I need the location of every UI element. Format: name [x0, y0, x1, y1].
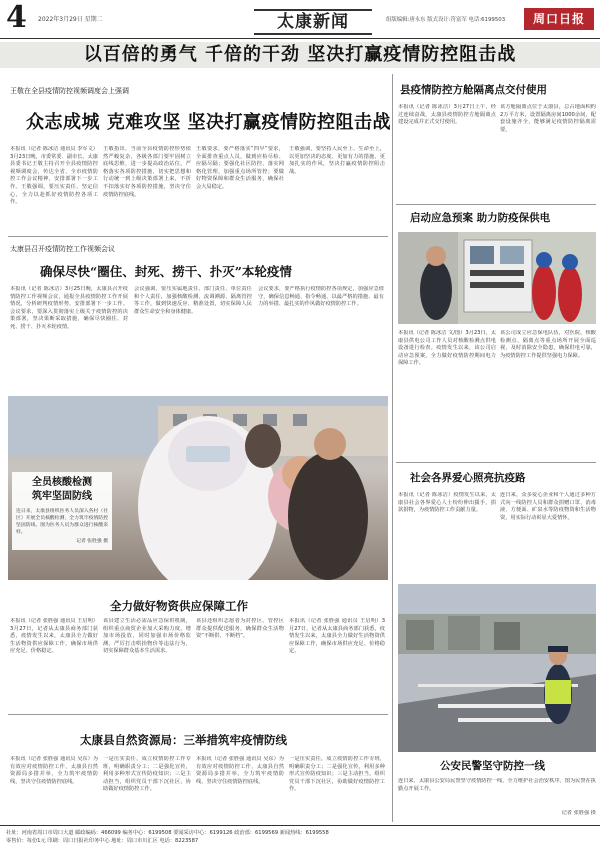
article3-col3: 该县还组织志愿者为封控区、管控区群众提供配送服务，确保群众生活物资“不断供、不断档”。 [196, 618, 284, 640]
page-number: 4 [6, 0, 27, 35]
issue-date: 2022年3月29日 星期二 [38, 16, 103, 23]
article1-col4: 王敬强调，要坚持人民至上、生命至上，以更加坚决的态度、更加有力的措施、更加扎实的作风，坚决打赢疫情防控阻击战。 [289, 146, 385, 175]
photo1-caption-title-1: 全员核酸检测 [32, 477, 92, 488]
article5-col2: 该方舱隔离点位于太康县，总占地面积约2万平方米，设置隔离房间1000余间，配套设施齐全，能够满足疫情防控隔离需要。 [500, 104, 596, 133]
article3-col1: 本报讯（记者 张胜强 通讯员 王启明）3月27日，记者从太康县商务部门获悉，疫情发生以来，太康县全力做好生活物资供应保障工作，确保市场供应充足、价格稳定。 [10, 618, 98, 655]
article4-col3: 本报讯（记者 张胜强 通讯员 吴东）为有效应对疫情防控工作，太康县自然资源局多措并举，全力筑牢疫情防线，坚决守住疫情防控底线。 [196, 756, 284, 785]
power-supply-photo [398, 232, 596, 324]
article7-col2: 连日来，众多爱心企业和个人通过多种方式向一线防控人员和群众捐赠口罩、消毒液、方便面、矿泉水等防疫物资和生活物资，用实际行动彰显大爱情怀。 [500, 492, 596, 521]
article1-title: 众志成城 克难攻坚 坚决打赢疫情防控阻击战 [26, 112, 392, 133]
article5-rule [396, 204, 596, 205]
article2-kicker: 太康县召开疫情防控工作视频会议 [10, 245, 115, 253]
nucleic-test-photo [8, 396, 388, 580]
article2-col2: 会议强调，要压实属地责任、部门责任、单位责任和个人责任，加强核酸检测、流调溯源、隔离管控等工作，做到快速反应、精准处置，切实保障人民群众生命安全和身体健康。 [134, 286, 252, 315]
main-headline: 以百倍的勇气 千倍的干劲 坚决打赢疫情防控阻击战 [0, 42, 600, 68]
article6-title: 启动应急预案 助力防疫保供电 [410, 212, 551, 224]
article2-col3: 会议要求，要严格执行疫情防控各项规定，加强应急值守，确保信息畅通、指令畅通，以最严格的措施、最有力的举措、最扎实的作风做好疫情防控工作。 [258, 286, 384, 308]
column-divider [392, 74, 393, 822]
article6-col1: 本报讯（记者 陈冰洁 文/图）3月23日，太康县供电公司工作人员对核酸检测点供电设备进行检查。疫情发生以来，该公司启动应急预案，全力做好疫情防控期间电力保障工作。 [398, 330, 496, 367]
editor-info: 组版编辑:唐永东 版式设计:符富军 电话:6199503 [386, 17, 506, 23]
article4-col1: 本报讯（记者 张胜强 通讯员 吴东）为有效应对疫情防控工作，太康县自然资源局多措并举，全力筑牢疫情防线，坚决守住疫情防控底线。 [10, 756, 98, 785]
police-illustration [398, 584, 596, 752]
article5-col1: 本报讯（记者 陈冰洁）3月27日上午，经过连续奋战，太康县疫情防控方舱隔离点建设完成并正式交付使用。 [398, 104, 496, 126]
article5-title: 县疫情防控方舱隔离点交付使用 [400, 84, 547, 96]
photo3-caption-text: 连日来，太康县公安局民警坚守疫情防控一线，全力维护社会治安秩序。图为民警在执勤点开展工作。 [398, 778, 596, 792]
section-title: 太康新闻 [254, 9, 372, 35]
article1-col2: 王敬指出，当前全县疫情防控形势依然严峻复杂，各级各部门要牢固树立底线思维，进一步提高政治站位，严格落实各项防控措施，切实把思想和行动统一到上级决策部署上来，不折不扣落实好各项防控措施，坚决守住疫情防控底线。 [103, 146, 191, 198]
article6-col2: 该公司成立应急保电队伍，对医院、核酸检测点、隔离点等重点场所开展全面巡视，及时消除安全隐患，确保供电可靠，为疫情防控工作提供坚强电力保障。 [500, 330, 596, 359]
article1-col3: 王敬要求，要严格落实“四早”要求，全面排查重点人员，做到应检尽检、应隔尽隔；要强化社区防控，落实网格化管理，加强重点场所管控；要做好物资保障和群众生活服务，确保社会大局稳定。 [196, 146, 284, 190]
photo1-credit: 记者 张胜强 摄 [76, 539, 108, 544]
photo3-title: 公安民警坚守防控一线 [440, 760, 545, 772]
article3-rule [8, 714, 388, 715]
masthead-rule [0, 38, 600, 39]
article7-title: 社会各界爱心照亮抗疫路 [410, 472, 526, 484]
article4-title: 太康县自然资源局：三举措筑牢疫情防线 [80, 733, 287, 747]
power-supply-illustration [398, 232, 596, 324]
photo1-caption-box [12, 472, 112, 550]
article2-title: 确保尽快“圈住、封死、捞干、扑灭”本轮疫情 [40, 264, 292, 279]
article6-rule [396, 462, 596, 463]
article4-col2: 一是压实责任，成立疫情防控工作专班，明确职责分工；二是强化宣传，利用多种形式宣传防疫知识；三是主动担当，组织党员干部下沉社区，协助做好疫情防控工作。 [103, 756, 191, 793]
masthead [0, 0, 600, 40]
article7-col1: 本报讯（记者 陈冰洁）疫情发生以来，太康县社会各界爱心人士纷纷伸出援手，捐款捐物，为疫情防控工作贡献力量。 [398, 492, 496, 514]
article1-col1: 本报讯（记者 陈冰洁 通讯员 李军文）3月23日晚，市委常委、副市长、太康县委书记王敬主持召开全县疫情防控视频调度会，传达全省、全市疫情防控工作会议精神，安排部署下一步工作。王敬强调，要压实责任，坚定信心，全力以赴抓好疫情防控各项工作。 [10, 146, 98, 206]
footer-line-1: 社址：河南省周口市周口大道 邮政编码：466099 编务中心：6199508 要闻采访中心：6199126 政治部：6199569 新闻热线：6199558 [6, 830, 329, 836]
article3-col2: 该县建立生活必需品应急保供机制，组织重点商贸企业加大采购力度，增加市场投放，同时加强市场价格监测，严厉打击哄抬物价等违法行为，切实保障群众基本生活需求。 [103, 618, 191, 655]
article2-col1: 本报讯（记者 陈冰洁）3月25日晚，太康县召开疫情防控工作视频会议，通报全县疫情防控工作开展情况，分析研判疫情形势，安排部署下一步工作。会议要求，要深入贯彻落实上级关于疫情防控的决策部署，坚决果断采取措施，确保尽快圈住、封死、捞干、扑灭本轮疫情。 [10, 286, 128, 330]
article1-kicker: 王敬在全县疫情防控视频调度会上强调 [10, 87, 129, 95]
photo3-credit: 记者 张胜强 摄 [561, 810, 596, 816]
article4-col4: 一是压实责任，成立疫情防控工作专班，明确职责分工；二是强化宣传，利用多种形式宣传防疫知识；三是主动担当，组织党员干部下沉社区，协助做好疫情防控工作。 [289, 756, 385, 793]
article1-rule [8, 236, 388, 237]
article3-col4: 本报讯（记者 张胜强 通讯员 王启明）3月27日，记者从太康县商务部门获悉，疫情发生以来，太康县全力做好生活物资供应保障工作，确保市场供应充足、价格稳定。 [289, 618, 385, 655]
photo1-caption-title-2: 筑牢坚固防线 [32, 491, 92, 502]
newspaper-logo: 周口日报 [524, 8, 594, 30]
footer-line-2: 零售价：每份1元 印刷：周口日报社印务中心 地址：周口市川汇区 电话：8223587 [6, 838, 199, 844]
article3-title: 全力做好物资供应保障工作 [110, 599, 248, 613]
police-photo [398, 584, 596, 752]
photo1-caption-text: 连日来，太康县组织医务人员深入各村（社区）开展全员核酸检测，全力筑牢疫情防控坚固防线。图为医务人员为群众进行核酸采样。 [16, 509, 108, 535]
footer [0, 825, 600, 847]
